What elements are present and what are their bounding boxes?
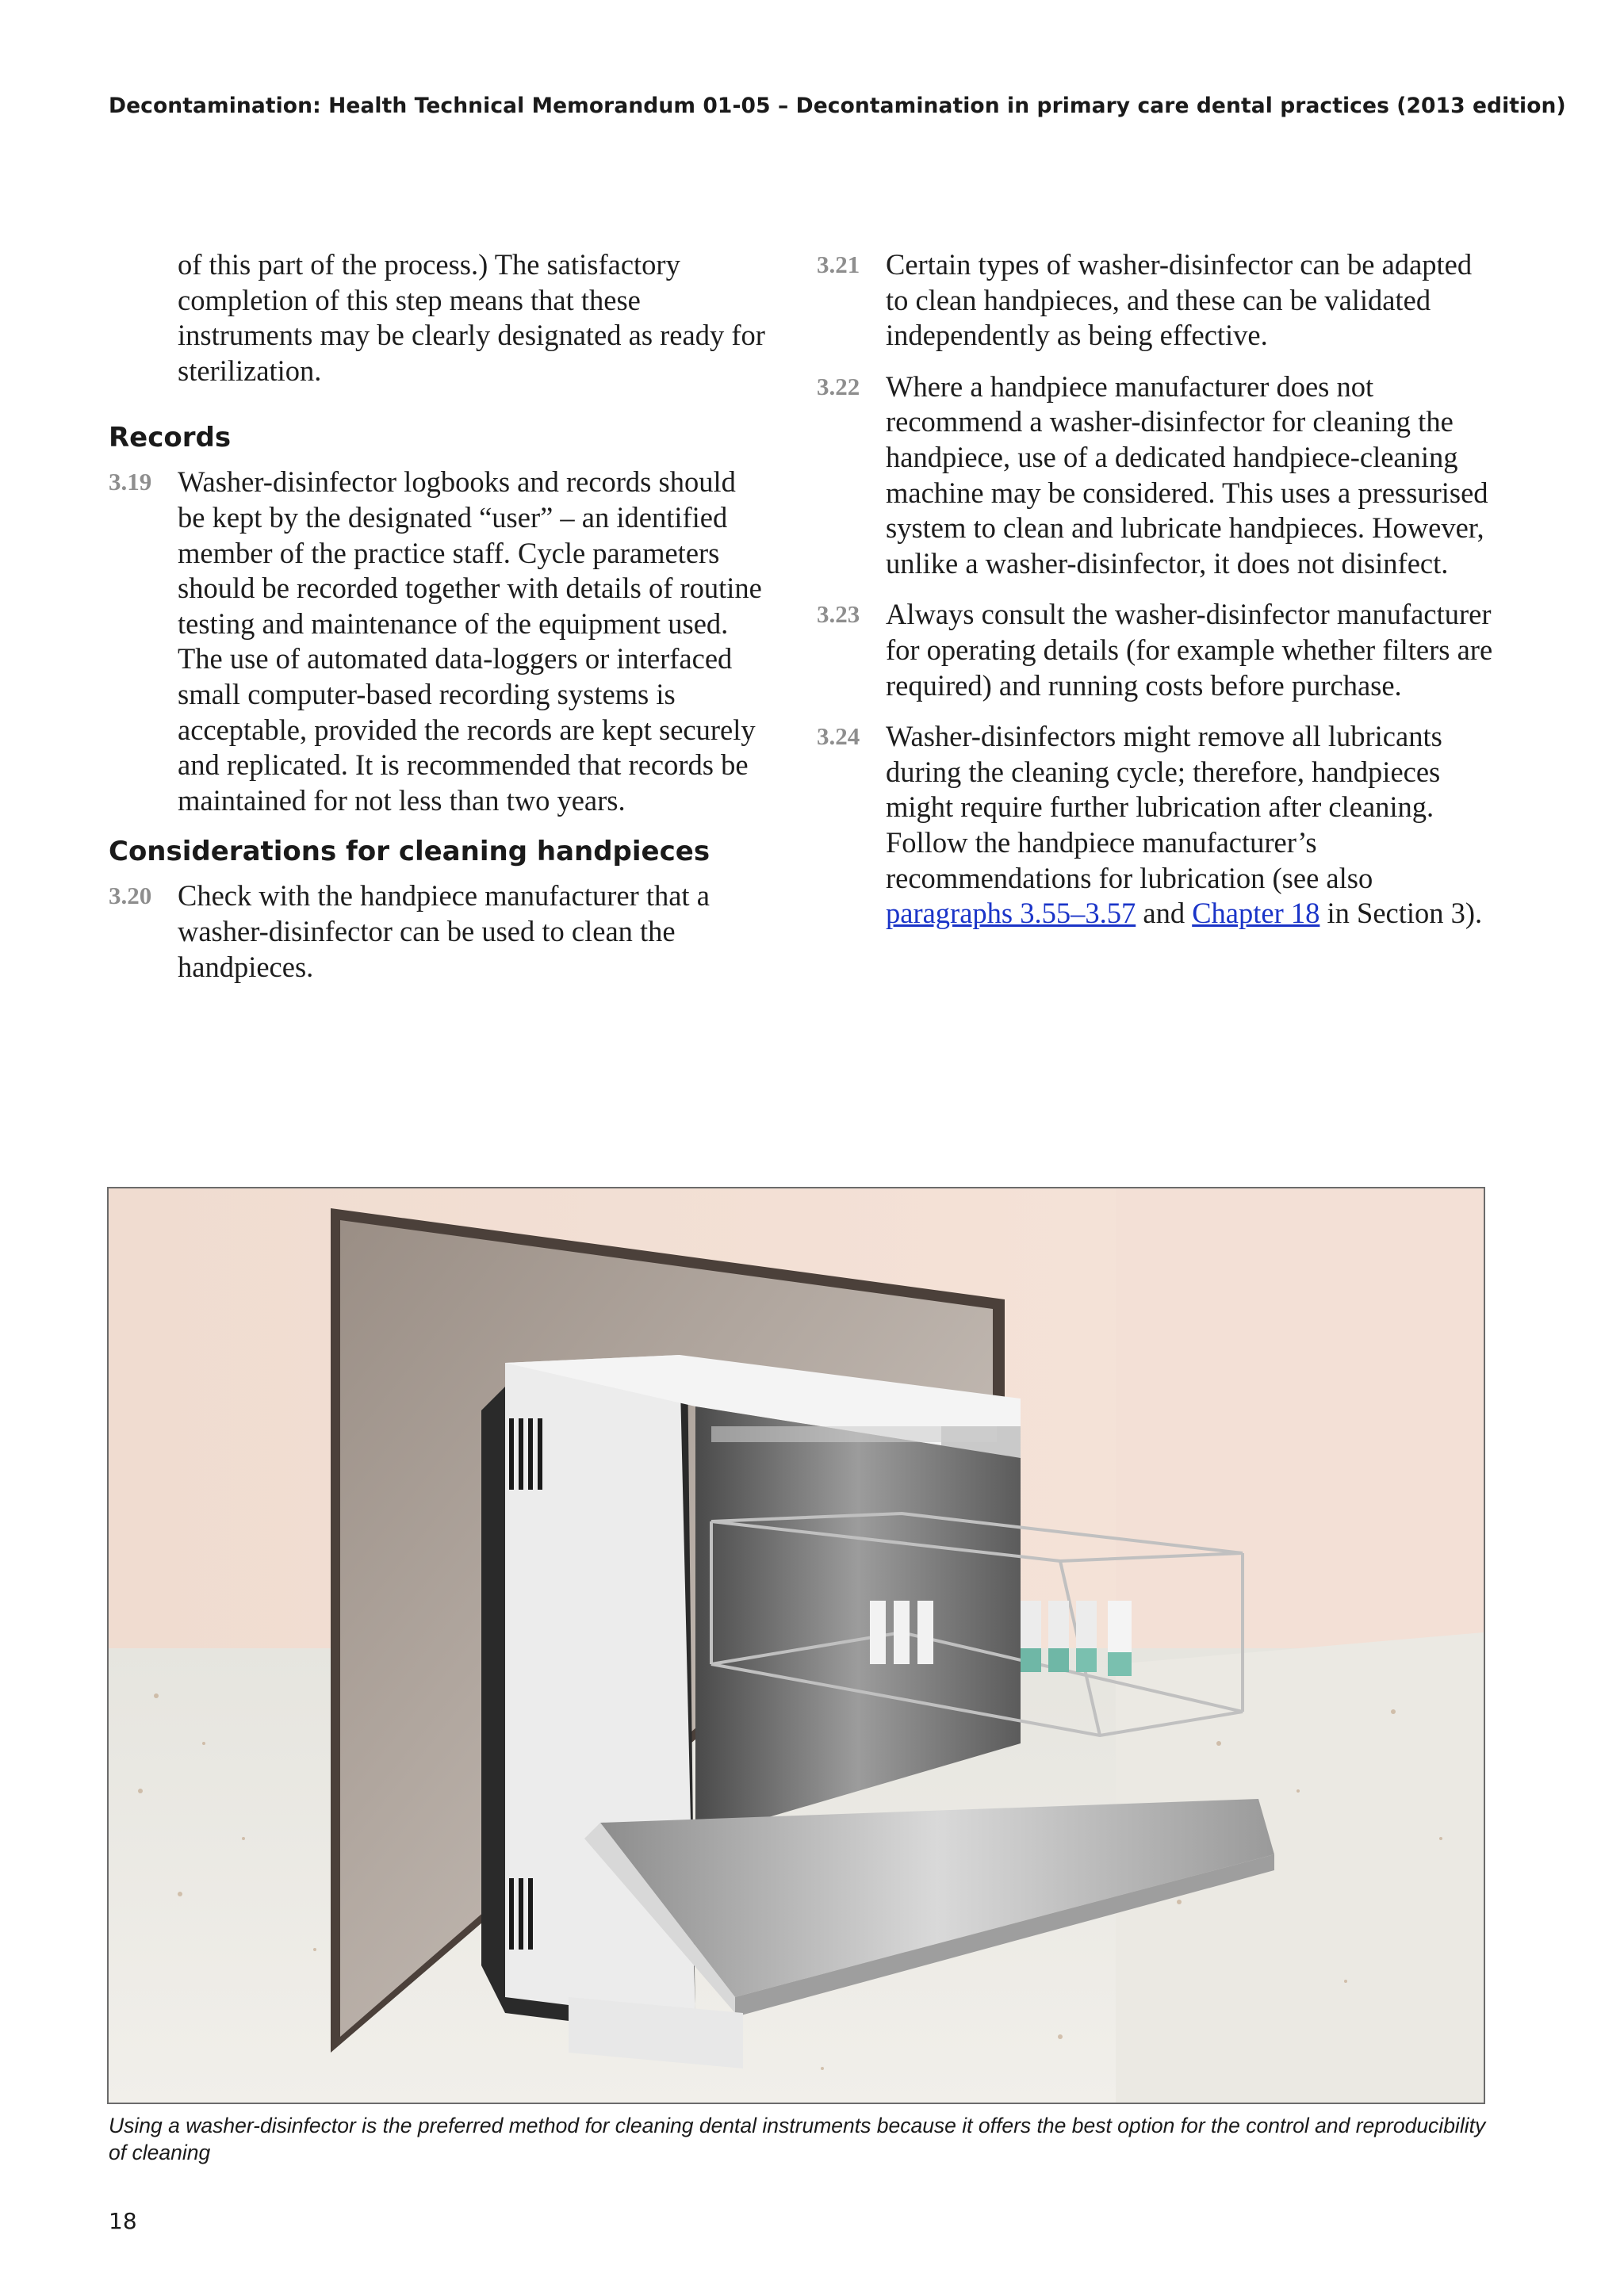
paragraph-3-23 <box>817 597 1499 703</box>
paragraph-3-20 <box>109 878 767 985</box>
paragraph-text-part: in Section 3). <box>1320 897 1483 930</box>
washer-disinfector-photo <box>107 1187 1485 2104</box>
paragraph-3-22 <box>817 369 1499 582</box>
link-paragraphs-3-55-3-57[interactable]: paragraphs 3.55–3.57 <box>886 897 1136 930</box>
paragraph-number: 3.20 <box>109 882 152 910</box>
paragraph-number: 3.22 <box>817 372 860 400</box>
left-column <box>109 247 767 1001</box>
paragraph-number: 3.19 <box>109 468 152 496</box>
section-heading-handpieces: Considerations for cleaning handpieces <box>109 836 710 868</box>
paragraph-number: 3.23 <box>817 600 860 629</box>
paragraph-text: Certain types of washer-disinfector can be adapted to clean handpieces, and these can be validated independently as being effective. <box>886 248 1473 352</box>
paragraph-text: Where a handpiece manufacturer does not recommend a washer-disinfector for cleaning the handpiece, use of a dedicated handpiece-cleaning machine may be considered. This uses a pressurised system to clean and lubricate handpieces. However, unlike a washer-disinfector, it does not disinfect. <box>886 369 1488 580</box>
paragraph-number: 3.24 <box>817 722 860 751</box>
paragraph-text: Washer-disinfector logbooks and records should be kept by the designated “user” – an identified member of the practice staff. Cycle parameters should be recorded together with details of routine testing and maintenance of the equipment used. The use of automated data-loggers or interfaced small computer-based recording systems is acceptable, provided the records are kept securely and replicated. It is recommended that records be maintained for not less than two years. <box>178 465 762 817</box>
page-number: 18 <box>109 2208 137 2234</box>
continued-paragraph: of this part of the process.) The satisfactory completion of this step means that these instruments may be clearly designated as ready for sterilization. <box>178 248 765 387</box>
paragraph-text-part: Washer-disinfectors might remove all lubricants during the cleaning cycle; therefore, handpieces might require further lubrication after cleaning. Follow the handpiece manufacturer’s recommendations for lubrication (see also <box>886 720 1442 894</box>
paragraph-3-24 <box>817 719 1499 932</box>
paragraph-text <box>886 719 1499 932</box>
paragraph-3-19 <box>109 465 767 818</box>
paragraph-text: Check with the handpiece manufacturer that a washer-disinfector can be used to clean the handpieces. <box>178 879 710 983</box>
section-heading-records: Records <box>109 422 232 454</box>
right-column <box>817 247 1499 947</box>
paragraph-text: Always consult the washer-disinfector manufacturer for operating details (for example whether filters are required) and running costs before purchase. <box>886 598 1493 702</box>
link-chapter-18[interactable]: Chapter 18 <box>1192 897 1320 930</box>
paragraph-text-part: and <box>1136 897 1193 930</box>
running-header: Decontamination: Health Technical Memorandum 01-05 – Decontamination in primary care dental practices (2013 edition) <box>109 94 1566 118</box>
paragraph-3-21 <box>817 247 1499 354</box>
paragraph-number: 3.21 <box>817 251 860 278</box>
figure-caption: Using a washer-disinfector is the preferred method for cleaning dental instruments because it offers the best option for the control and reproducibility of cleaning <box>109 2114 1486 2164</box>
